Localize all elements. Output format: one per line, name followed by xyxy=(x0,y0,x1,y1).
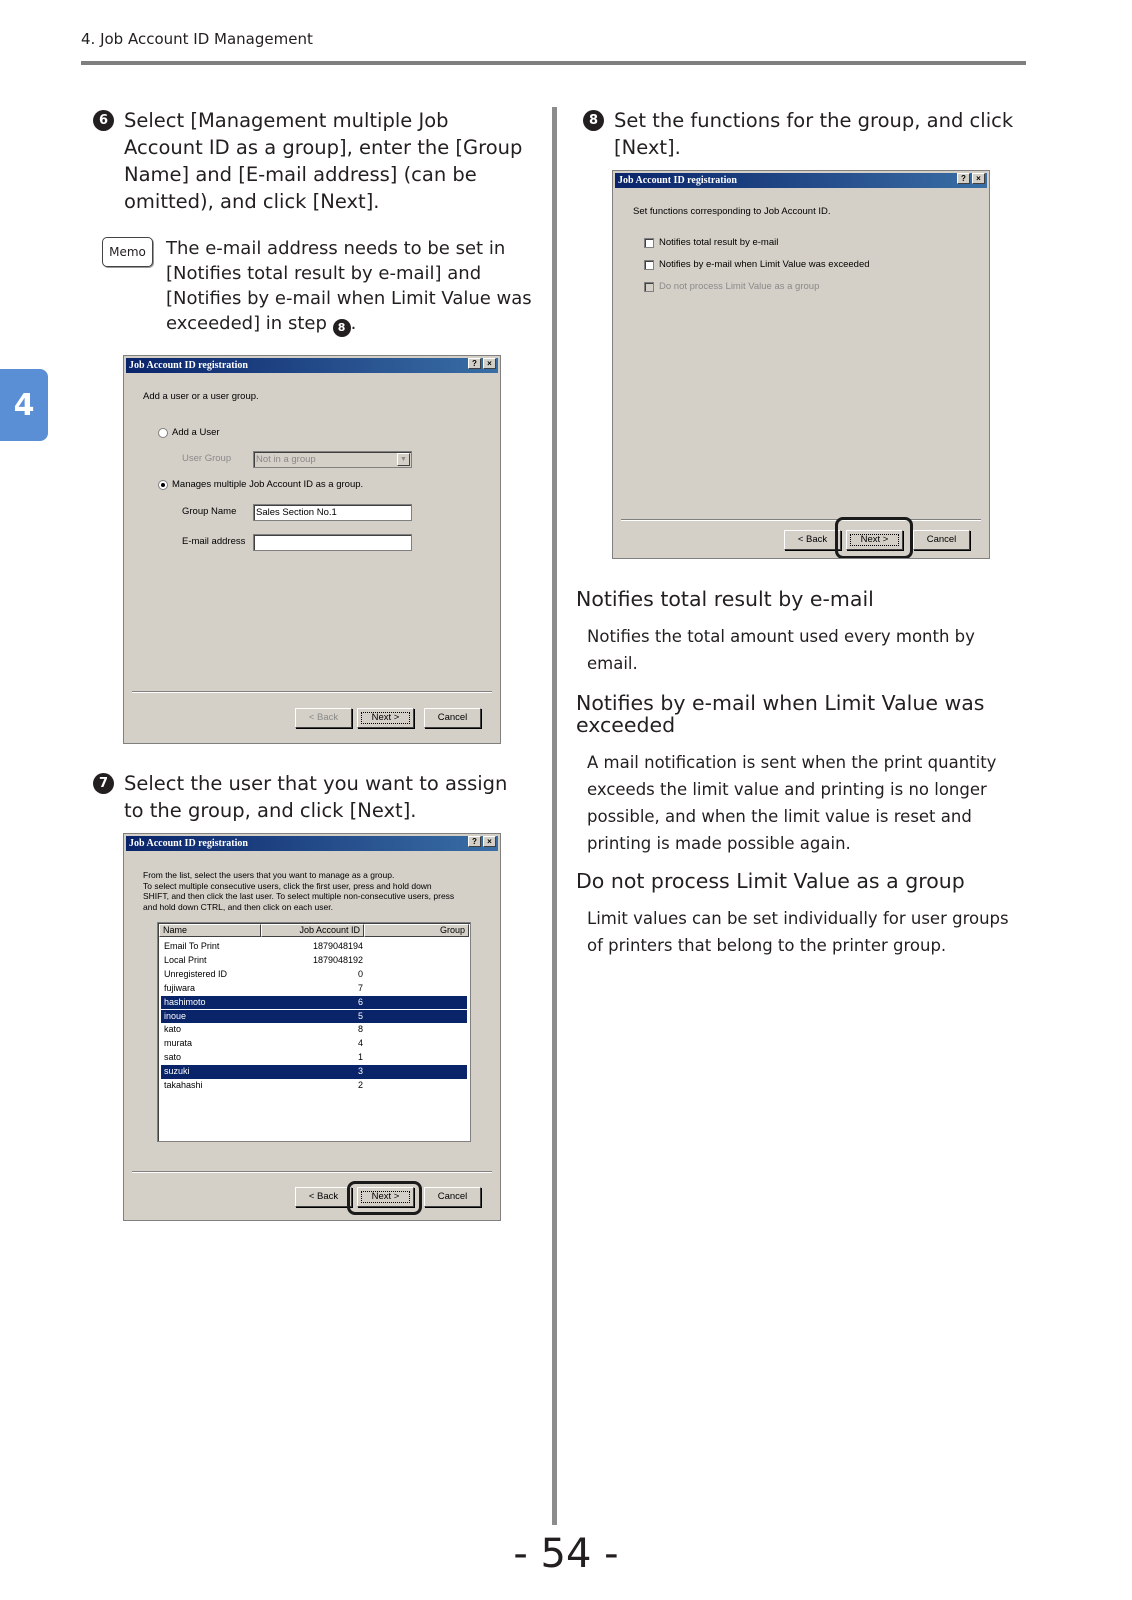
instruction-line-3: SHIFT, and then click the last user. To select multiple non-consecutive users, press xyxy=(143,891,455,901)
user-group-select[interactable] xyxy=(253,451,412,468)
help-button[interactable]: ? xyxy=(957,173,970,184)
help-button[interactable]: ? xyxy=(468,358,481,369)
row-job-account-id: 1879048194 xyxy=(312,941,363,951)
step-number-8: 8 xyxy=(583,110,604,131)
section-body-limit-exceeded: A mail notification is sent when the print quantity exceeds the limit value and printing is no longer possible, and when the limit value is reset and printing is made possible again. xyxy=(587,753,997,853)
next-highlight-ring xyxy=(835,517,913,559)
memo-body: The e-mail address needs to be set in [Notifies total result by e-mail] and [Notifies by e-mail when Limit Value was exceeded] in step xyxy=(166,238,532,334)
next-button[interactable]: Next > xyxy=(357,708,414,728)
dialog-title: Job Account ID registration xyxy=(126,836,498,851)
next-button[interactable]: Next > xyxy=(846,530,903,550)
instruction-line-4: and hold down CTRL, and then click on each user. xyxy=(143,901,333,912)
step-6 xyxy=(93,107,533,215)
manage-group-radio[interactable] xyxy=(158,480,168,490)
table-row[interactable] xyxy=(161,982,467,996)
chapter-tab: 4 xyxy=(0,369,48,441)
running-header: 4. Job Account ID Management xyxy=(81,30,313,48)
step-8 xyxy=(583,107,1023,161)
step-6-text: Select [Management multiple Job Account ID as a group], enter the [Group Name] and [E-mail address] (can be omitted), and click [Next]. xyxy=(124,109,523,213)
dialog-prompt: Set functions corresponding to Job Account ID. xyxy=(633,206,831,217)
user-group-value: Not in a group xyxy=(256,454,316,465)
section-body-total-result: Notifies the total amount used every month by email. xyxy=(587,627,975,673)
group-name-label: Group Name xyxy=(182,506,237,517)
list-header xyxy=(159,924,469,937)
back-button[interactable]: < Back xyxy=(784,530,841,550)
add-user-radio[interactable] xyxy=(158,428,168,438)
instruction-line-2: To select multiple consecutive users, click the first user, press and hold down xyxy=(143,880,432,891)
table-row[interactable] xyxy=(161,1023,467,1037)
section-heading-group-limit: Do not process Limit Value as a group xyxy=(576,869,965,893)
section-heading-limit-exceeded: Notifies by e-mail when Limit Value was exceeded xyxy=(576,691,985,737)
row-job-account-id: 3 xyxy=(357,1066,363,1077)
row-job-account-id: 7 xyxy=(357,982,363,993)
row-name: takahashi xyxy=(164,1080,203,1090)
next-highlight-ring xyxy=(347,1181,422,1215)
column-divider xyxy=(552,107,557,1525)
step-number-6: 6 xyxy=(93,110,114,131)
table-row[interactable] xyxy=(161,954,467,968)
email-field[interactable] xyxy=(253,534,412,551)
header-rule xyxy=(81,61,1026,65)
row-job-account-id: 0 xyxy=(357,968,363,979)
dialog-separator xyxy=(132,691,492,693)
step-7 xyxy=(93,770,533,824)
close-button[interactable]: × xyxy=(483,836,496,847)
row-name: Unregistered ID xyxy=(164,968,228,979)
manage-group-label: Manages multiple Job Account ID as a group. xyxy=(172,479,364,490)
row-job-account-id: 5 xyxy=(357,1010,363,1021)
back-button[interactable]: < Back xyxy=(295,1187,352,1207)
row-name: kato xyxy=(164,1024,182,1035)
group-limit-checkbox[interactable] xyxy=(644,282,654,292)
cancel-button[interactable]: Cancel xyxy=(913,530,970,550)
memo-badge: Memo xyxy=(102,237,153,267)
notify-total-checkbox[interactable] xyxy=(644,238,654,248)
memo-step-ref: 8 xyxy=(333,319,351,337)
user-group-label: User Group xyxy=(182,453,232,464)
cancel-button[interactable]: Cancel xyxy=(424,1187,481,1207)
notify-total-label: Notifies total result by e-mail xyxy=(659,237,779,248)
row-job-account-id: 1 xyxy=(357,1052,363,1063)
chevron-down-icon: ▼ xyxy=(397,453,410,466)
dialog-title: Job Account ID registration xyxy=(126,358,498,373)
email-label: E-mail address xyxy=(182,536,246,547)
row-job-account-id: 6 xyxy=(357,996,363,1007)
close-button[interactable]: × xyxy=(972,173,985,184)
table-row[interactable] xyxy=(161,1010,467,1024)
cancel-button[interactable]: Cancel xyxy=(424,708,481,728)
add-user-label: Add a User xyxy=(172,427,220,438)
page-number: - 54 - xyxy=(513,1531,619,1577)
dialog-separator xyxy=(621,519,981,521)
notify-limit-checkbox[interactable] xyxy=(644,260,654,270)
table-row[interactable] xyxy=(161,1037,467,1051)
column-name[interactable]: Name xyxy=(159,924,261,937)
row-job-account-id: 8 xyxy=(357,1024,363,1035)
row-name: murata xyxy=(164,1038,193,1049)
group-limit-label: Do not process Limit Value as a group xyxy=(659,281,820,292)
dialog-set-functions xyxy=(612,170,990,559)
memo-text xyxy=(166,236,536,337)
row-name: inoue xyxy=(164,1010,187,1021)
step-8-text: Set the functions for the group, and click [Next]. xyxy=(614,109,1014,159)
row-name: suzuki xyxy=(164,1066,190,1077)
dialog-prompt: Add a user or a user group. xyxy=(143,391,259,402)
row-name: Local Print xyxy=(164,954,207,965)
row-job-account-id: 4 xyxy=(357,1038,363,1049)
back-button[interactable]: < Back xyxy=(295,708,352,728)
row-name: sato xyxy=(164,1052,182,1063)
column-group[interactable]: Group xyxy=(364,924,469,937)
close-button[interactable]: × xyxy=(483,358,496,369)
table-row[interactable] xyxy=(161,1079,467,1093)
user-list[interactable] xyxy=(157,922,471,1142)
notify-limit-label: Notifies by e-mail when Limit Value was exceeded xyxy=(659,259,870,270)
column-job-account-id[interactable]: Job Account ID xyxy=(261,924,364,937)
section-body-group-limit: Limit values can be set individually for user groups of printers that belong to the printer group. xyxy=(587,909,1009,955)
table-row[interactable] xyxy=(161,1065,467,1079)
row-name: fujiwara xyxy=(164,982,196,993)
row-job-account-id: 1879048192 xyxy=(312,954,363,965)
group-name-input[interactable]: Sales Section No.1 xyxy=(253,504,412,521)
dialog-select-users xyxy=(123,833,501,1221)
memo-end: . xyxy=(350,313,357,334)
table-row[interactable] xyxy=(161,968,467,982)
instruction-line-1: From the list, select the users that you want to manage as a group. xyxy=(143,870,395,880)
next-button[interactable]: Next > xyxy=(357,1187,414,1207)
row-name: hashimoto xyxy=(164,996,206,1007)
dialog-separator xyxy=(132,1171,492,1173)
dialog-title: Job Account ID registration xyxy=(615,173,987,188)
table-row[interactable] xyxy=(161,1051,467,1065)
table-row[interactable] xyxy=(161,940,467,954)
step-7-text: Select the user that you want to assign to the group, and click [Next]. xyxy=(124,772,508,822)
dialog-add-user-group xyxy=(123,355,501,744)
row-name: Email To Print xyxy=(164,941,220,951)
row-job-account-id: 2 xyxy=(357,1080,363,1090)
table-row[interactable] xyxy=(161,996,467,1010)
step-number-7: 7 xyxy=(93,773,114,794)
section-heading-total-result: Notifies total result by e-mail xyxy=(576,587,874,611)
help-button[interactable]: ? xyxy=(468,836,481,847)
